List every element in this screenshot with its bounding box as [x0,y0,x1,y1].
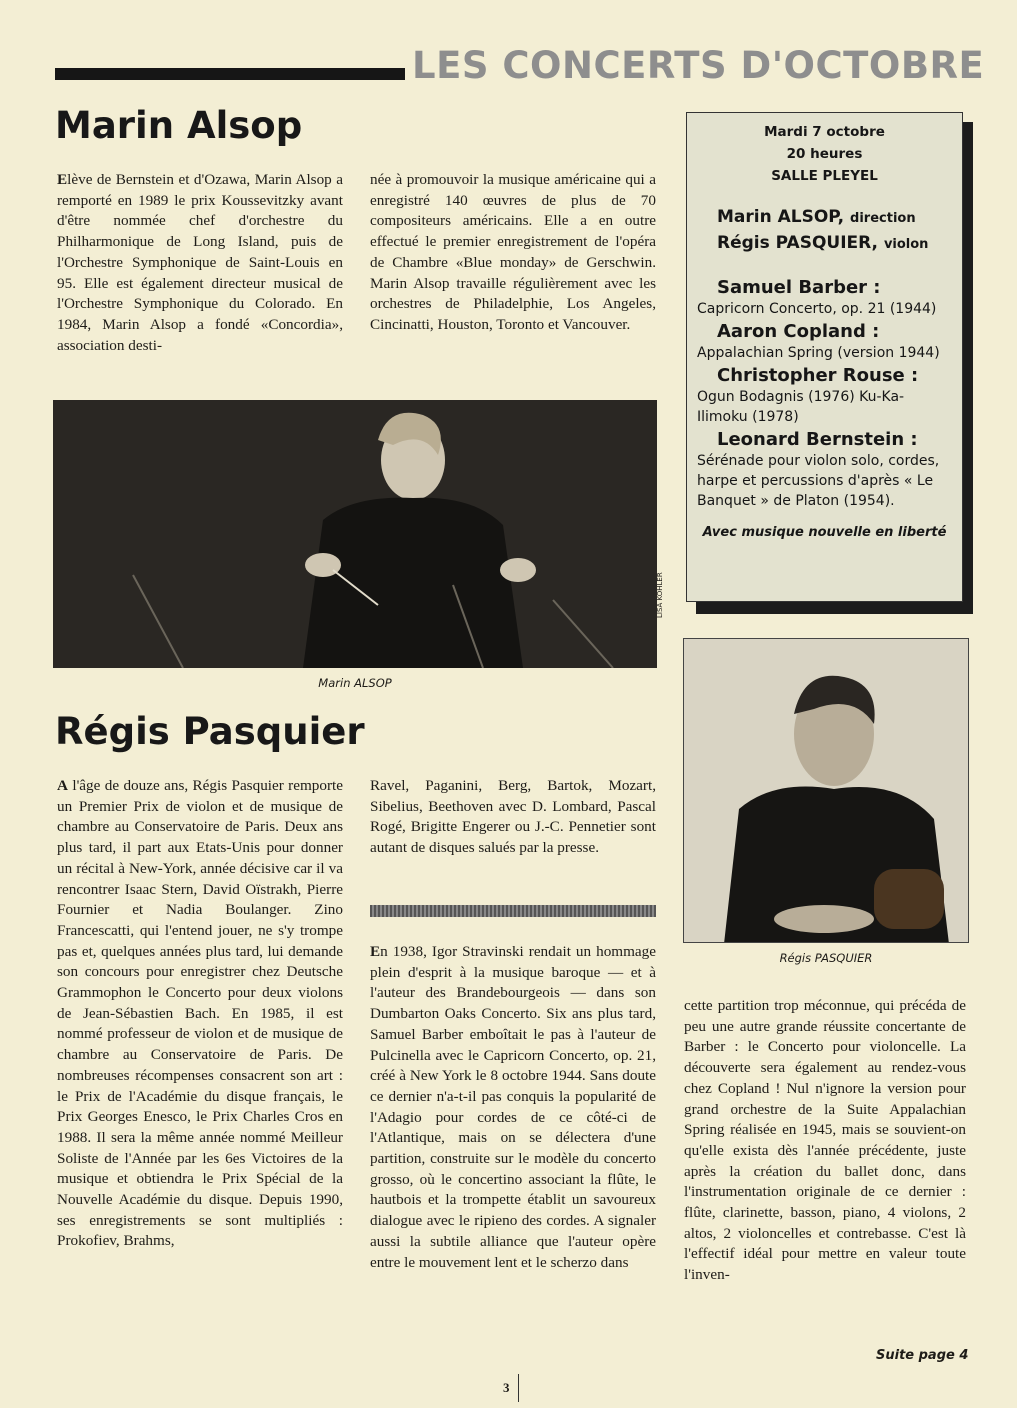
continued-note: Suite page 4 [876,1348,969,1363]
pasquier-dropcap: A [57,777,68,794]
pasquier-bio-col1 [57,776,343,1252]
page-header-title: LES CONCERTS D'OCTOBRE [412,44,985,87]
page-number-rule [518,1374,519,1402]
performer-pasquier: Régis PASQUIER, violon [717,233,929,253]
composer-rouse: Christopher Rouse : [717,365,919,386]
stravinski-dropcap: E [370,943,381,960]
works-bernstein: Sérénade pour violon solo, cordes, harpe et percussions d'après « Le Banquet » de Platon (1954). [697,453,940,509]
works-barber: Capricorn Concerto, op. 21 (1944) [697,301,937,317]
pasquier-bio-col1-text: l'âge de douze ans, Régis Pasquier remporte un Premier Prix de violon et de musique de chambre au Conservatoire de Paris. Deux ans plus tard, il part aux Etats-Unis pour donner un récital à New-York, année décisive car il va rencontrer Isaac Stern, David Oïstrakh, Pierre Fournier et Nadia Boulanger. Zino Francescatti, qui l'entend jouer, ne s'y trompe pas et, quelques années plus tard, lui demande son concours pour enregistrer chez Deutsche Grammophon le Concerto pour deux violons de Jean-Sébastien Bach. En 1985, il est nommé professeur de violon et de musique de chambre au Conservatoire de Paris. De nombreuses récompenses consacrent son art : le Prix de l'Académie du disque français, le Prix Georges Enesco, le Prix Charles Cros en 1988. Il sera la même année nommé Meilleur Soliste de l'Année par les 6es Victoires de la musique et obtiendra le Prix Spécial de la Nouvelle Académie du disque. Depuis 1990, ses enregistrements se sont multipliés : Prokofiev, Brahms, [57,777,343,1250]
performer-alsop: Marin ALSOP, direction [717,207,916,227]
photo-credit: LISA KOHLER [656,572,664,618]
page-number: 3 [503,1380,510,1395]
violinist-image [684,639,969,943]
continuation-col: cette partition trop méconnue, qui précéda de peu une autre grande réussite concertante de Barber : le Concerto pour violoncelle. La découverte sera également au rendez-vous chez Copland ! Nul n'ignore la version pour grand orchestre de la Suite Appalachian Spring réalisée en 1945, mais se souvient-on qu'elle exista dès l'année précédente, juste après la création du ballet donc, dans l'instrumentation originale de ce dernier : flûte, clarinette, basson, piano, 4 violons, 2 altos, 2 violoncelles et contrebasse. C'est là l'effectif idéal pour mettre en valeur toute l'inven- [684,997,966,1284]
stravinski-col-text: n 1938, Igor Stravinski rendait un hommage plein d'esprit à la musique baroque — et à l'auteur des Brandebourgeois — dans son Dumbarton Oaks Concerto. Six ans plus tard, Samuel Barber emboîtait le pas à l'auteur de Pulcinella avec le Capricorn Concerto, op. 21, créé à New York le 8 octobre 1944. Sans doute ce dernier n'a-t-il pas conquis la popularité de l'Adagio pour cordes de ce côté-ci de l'Atlantique, mais on se délectera d'une partition, construite sur le modèle du concerto grosso, où le concertino associant la flûte, le hautbois et la trompette établit un savoureux dialogue avec le ripieno des cordes. A signaler aussi la subtile alliance que l'auteur opère entre le mouvement lent et le scherzo dans [370,943,656,1271]
pasquier-heading: Régis Pasquier [55,710,365,753]
stravinski-col [370,942,656,1273]
program-footer: Avec musique nouvelle en liberté [702,525,947,540]
alsop-photo [53,400,657,668]
works-rouse: Ogun Bodagnis (1976) Ku-Ka-Ilimoku (1978) [697,389,905,425]
alsop-bio-col1 [57,170,343,356]
composer-barber: Samuel Barber : [717,277,881,298]
pasquier-photo [683,638,969,943]
program-box [686,112,963,602]
header-rule [55,68,405,80]
concert-venue: SALLE PLEYEL [771,168,878,184]
composer-bernstein: Leonard Bernstein : [717,429,918,450]
pasquier-photo-caption: Régis PASQUIER [779,951,873,965]
conductor-image [53,400,657,668]
composer-copland: Aaron Copland : [717,321,880,342]
concert-date: Mardi 7 octobre [764,124,885,140]
pasquier-bio-col2: Ravel, Paganini, Berg, Bartok, Mozart, Sibelius, Beethoven avec D. Lombard, Pascal Rogé, Brigitte Engerer ou J.-C. Pennetier sont autant de disques salués par la presse. [370,777,656,857]
works-copland: Appalachian Spring (version 1944) [697,345,940,361]
section-divider [370,905,656,917]
concert-time: 20 heures [786,146,863,162]
alsop-photo-caption: Marin ALSOP [318,676,392,690]
alsop-dropcap: E [57,171,68,188]
alsop-heading: Marin Alsop [55,104,303,147]
alsop-bio-col2: née à promouvoir la musique américaine qui a enregistré 140 œuvres de plus de 70 compositeurs américains. Elle a en outre effectué le premier enregistrement de l'opéra de Chambre «Blue monday» de Gerschwin. Marin Alsop travaille régulièrement avec les orchestres de Philadelphie, Los Angeles, Cincinatti, Houston, Toronto et Vancouver. [370,171,656,333]
alsop-bio-col1-text: lève de Bernstein et d'Ozawa, Marin Alsop a remporté en 1989 le prix Koussevitzky avant d'être nommée chef d'orchestre du Philharmonique de Long Island, puis de l'Orchestre Symphonique de Saint-Louis en 95. Elle est également directeur musical de l'Orchestre Symphonique du Colorado. En 1984, Marin Alsop a fondé «Concordia», association desti- [57,171,343,354]
